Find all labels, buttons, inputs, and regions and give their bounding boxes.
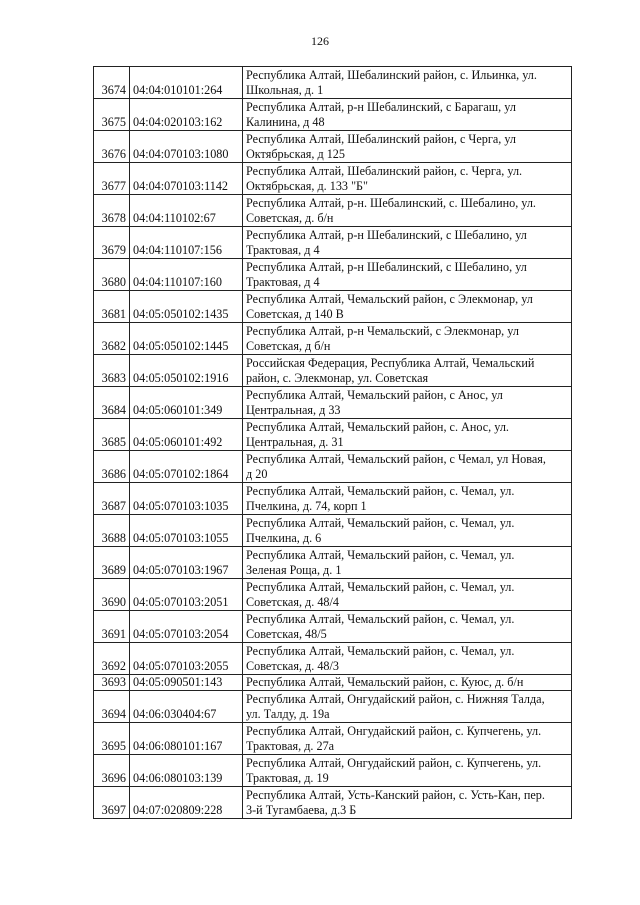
- page-number: 126: [311, 34, 329, 48]
- address-line: 3-й Тугамбаева, д.3 Б: [246, 803, 357, 817]
- address-cell: [243, 755, 572, 787]
- cadastral-number-cell: 04:04:110107:156: [130, 227, 243, 259]
- cadastral-number-cell: 04:05:060101:492: [130, 419, 243, 451]
- address-line: Советская, д 140 В: [246, 306, 344, 321]
- address-cell: [243, 483, 572, 515]
- table-row: [94, 787, 572, 819]
- row-number-cell: 3693: [94, 675, 130, 691]
- cadastral-number-cell: 04:05:050102:1435: [130, 291, 243, 323]
- address-line: Трактовая, д. 19: [246, 771, 329, 785]
- address-line: Трактовая, д 4: [246, 274, 320, 289]
- table-row: [94, 755, 572, 787]
- cadastral-number-cell: 04:04:110107:160: [130, 259, 243, 291]
- address-cell: [243, 611, 572, 643]
- address-line: Советская, 48/5: [246, 626, 327, 641]
- address-cell: [243, 723, 572, 755]
- address-cell: [243, 163, 572, 195]
- address-line: Калинина, д 48: [246, 114, 325, 129]
- row-number-cell: 3679: [94, 227, 130, 259]
- address-line: Республика Алтай, Онгудайский район, с. Купчегень, ул.: [246, 755, 542, 770]
- cadastral-number-cell: 04:05:070103:1055: [130, 515, 243, 547]
- table-row: [94, 547, 572, 579]
- address-cell: [243, 387, 572, 419]
- table-row: [94, 291, 572, 323]
- cadastral-number-cell: 04:05:050102:1916: [130, 355, 243, 387]
- address-line: Республика Алтай, Чемальский район, с Чемал, ул Новая,: [246, 451, 546, 466]
- address-line: Республика Алтай, Онгудайский район, с. Купчегень, ул.: [246, 723, 542, 738]
- table-row: [94, 611, 572, 643]
- cadastral-number-cell: 04:07:020809:228: [130, 787, 243, 819]
- table-row: [94, 451, 572, 483]
- address-cell: [243, 547, 572, 579]
- cadastral-number-cell: 04:04:020103:162: [130, 99, 243, 131]
- address-line: Республика Алтай, Чемальский район, с. Чемал, ул.: [246, 547, 515, 562]
- table-row: [94, 515, 572, 547]
- address-line: Республика Алтай, р-н Шебалинский, с Барагаш, ул: [246, 99, 516, 114]
- address-cell: [243, 675, 572, 691]
- table-row: [94, 67, 572, 99]
- address-line: Республика Алтай, р-н Шебалинский, с Шебалино, ул: [246, 227, 527, 242]
- cadastral-number-cell: 04:05:070103:1967: [130, 547, 243, 579]
- row-number-cell: 3684: [94, 387, 130, 419]
- address-line: Республика Алтай, Чемальский район, с. Куюс, д. б/н: [246, 675, 524, 689]
- address-line: Советская, д б/н: [246, 338, 331, 353]
- address-line: Трактовая, д. 27а: [246, 739, 335, 753]
- address-cell: [243, 515, 572, 547]
- table-row: [94, 355, 572, 387]
- row-number-cell: 3676: [94, 131, 130, 163]
- table-row: [94, 163, 572, 195]
- table-row: [94, 579, 572, 611]
- address-line: ул. Талду, д. 19а: [246, 707, 330, 721]
- row-number-cell: 3691: [94, 611, 130, 643]
- address-line: Республика Алтай, Онгудайский район, с. Нижняя Талда,: [246, 691, 545, 706]
- cadastral-number-cell: 04:06:080101:167: [130, 723, 243, 755]
- row-number-cell: 3680: [94, 259, 130, 291]
- address-line: Республика Алтай, Чемальский район, с Анос, ул: [246, 387, 503, 402]
- address-cell: [243, 67, 572, 99]
- table-row: [94, 483, 572, 515]
- table-row: [94, 195, 572, 227]
- cadastral-number-cell: 04:05:070102:1864: [130, 451, 243, 483]
- row-number-cell: 3694: [94, 691, 130, 723]
- table-row: [94, 691, 572, 723]
- address-cell: [243, 291, 572, 323]
- cadastral-number-cell: 04:04:010101:264: [130, 67, 243, 99]
- address-line: Российская Федерация, Республика Алтай, Чемальский: [246, 355, 535, 370]
- address-line: Республика Алтай, Чемальский район, с. Чемал, ул.: [246, 611, 515, 626]
- row-number-cell: 3688: [94, 515, 130, 547]
- cadastral-number-cell: 04:05:090501:143: [130, 675, 243, 691]
- table-row: [94, 675, 572, 691]
- table-row: [94, 99, 572, 131]
- table-row: [94, 131, 572, 163]
- row-number-cell: 3674: [94, 67, 130, 99]
- address-cell: [243, 131, 572, 163]
- address-line: Республика Алтай, р-н. Шебалинский, с. Шебалино, ул.: [246, 195, 536, 210]
- row-number-cell: 3690: [94, 579, 130, 611]
- table-row: [94, 723, 572, 755]
- address-line: Центральная, д. 31: [246, 434, 344, 449]
- table-row: [94, 227, 572, 259]
- row-number-cell: 3692: [94, 643, 130, 675]
- row-number-cell: 3678: [94, 195, 130, 227]
- address-line: Республика Алтай, Чемальский район, с. Анос, ул.: [246, 419, 509, 434]
- address-cell: [243, 323, 572, 355]
- row-number-cell: 3689: [94, 547, 130, 579]
- row-number-cell: 3683: [94, 355, 130, 387]
- address-line: район, с. Элекмонар, ул. Советская: [246, 370, 429, 385]
- row-number-cell: 3686: [94, 451, 130, 483]
- address-line: Республика Алтай, Чемальский район, с. Чемал, ул.: [246, 579, 515, 594]
- table-row: [94, 419, 572, 451]
- cadastral-number-cell: 04:04:110102:67: [130, 195, 243, 227]
- cadastral-number-cell: 04:04:070103:1080: [130, 131, 243, 163]
- register-table: [93, 66, 572, 819]
- cadastral-number-cell: 04:05:070103:1035: [130, 483, 243, 515]
- cadastral-number-cell: 04:06:030404:67: [130, 691, 243, 723]
- address-line: Трактовая, д 4: [246, 242, 320, 257]
- row-number-cell: 3695: [94, 723, 130, 755]
- table-row: [94, 387, 572, 419]
- address-line: Центральная, д 33: [246, 402, 341, 417]
- address-line: Советская, д. 48/4: [246, 594, 340, 609]
- address-cell: [243, 787, 572, 819]
- address-line: Республика Алтай, Чемальский район, с Элекмонар, ул: [246, 291, 533, 306]
- address-line: Пчелкина, д. 74, корп 1: [246, 498, 367, 513]
- address-cell: [243, 99, 572, 131]
- address-line: Республика Алтай, р-н Чемальский, с Элекмонар, ул: [246, 323, 519, 338]
- address-line: Октябрьская, д. 133 "Б": [246, 178, 369, 193]
- table-row: [94, 643, 572, 675]
- address-line: Советская, д. 48/3: [246, 658, 340, 673]
- row-number-cell: 3682: [94, 323, 130, 355]
- table-row: [94, 323, 572, 355]
- address-line: Республика Алтай, Усть-Канский район, с. Усть-Кан, пер.: [246, 787, 545, 802]
- cadastral-number-cell: 04:05:070103:2055: [130, 643, 243, 675]
- cadastral-number-cell: 04:05:050102:1445: [130, 323, 243, 355]
- row-number-cell: 3696: [94, 755, 130, 787]
- address-cell: [243, 643, 572, 675]
- row-number-cell: 3685: [94, 419, 130, 451]
- address-line: Пчелкина, д. 6: [246, 530, 322, 545]
- address-line: Школьная, д. 1: [246, 82, 324, 97]
- address-cell: [243, 451, 572, 483]
- address-line: д 20: [246, 466, 268, 481]
- address-line: Республика Алтай, Шебалинский район, с. Черга, ул.: [246, 163, 523, 178]
- address-line: Зеленая Роща, д. 1: [246, 562, 342, 577]
- address-line: Республика Алтай, Чемальский район, с. Чемал, ул.: [246, 483, 515, 498]
- address-cell: [243, 579, 572, 611]
- address-cell: [243, 259, 572, 291]
- cadastral-number-cell: 04:05:070103:2051: [130, 579, 243, 611]
- address-line: Республика Алтай, Шебалинский район, с Черга, ул: [246, 131, 516, 146]
- address-cell: [243, 691, 572, 723]
- row-number-cell: 3687: [94, 483, 130, 515]
- address-cell: [243, 227, 572, 259]
- row-number-cell: 3697: [94, 787, 130, 819]
- address-line: Республика Алтай, Чемальский район, с. Чемал, ул.: [246, 643, 515, 658]
- address-line: Советская, д. б/н: [246, 210, 334, 225]
- address-cell: [243, 195, 572, 227]
- row-number-cell: 3675: [94, 99, 130, 131]
- address-cell: [243, 419, 572, 451]
- row-number-cell: 3677: [94, 163, 130, 195]
- address-line: Октябрьская, д 125: [246, 146, 345, 161]
- register-table-body: [94, 67, 572, 819]
- cadastral-number-cell: 04:05:060101:349: [130, 387, 243, 419]
- cadastral-number-cell: 04:05:070103:2054: [130, 611, 243, 643]
- row-number-cell: 3681: [94, 291, 130, 323]
- address-line: Республика Алтай, р-н Шебалинский, с Шебалино, ул: [246, 259, 527, 274]
- cadastral-number-cell: 04:06:080103:139: [130, 755, 243, 787]
- address-cell: [243, 355, 572, 387]
- cadastral-number-cell: 04:04:070103:1142: [130, 163, 243, 195]
- address-line: Республика Алтай, Чемальский район, с. Чемал, ул.: [246, 515, 515, 530]
- address-line: Республика Алтай, Шебалинский район, с. Ильинка, ул.: [246, 67, 537, 82]
- table-row: [94, 259, 572, 291]
